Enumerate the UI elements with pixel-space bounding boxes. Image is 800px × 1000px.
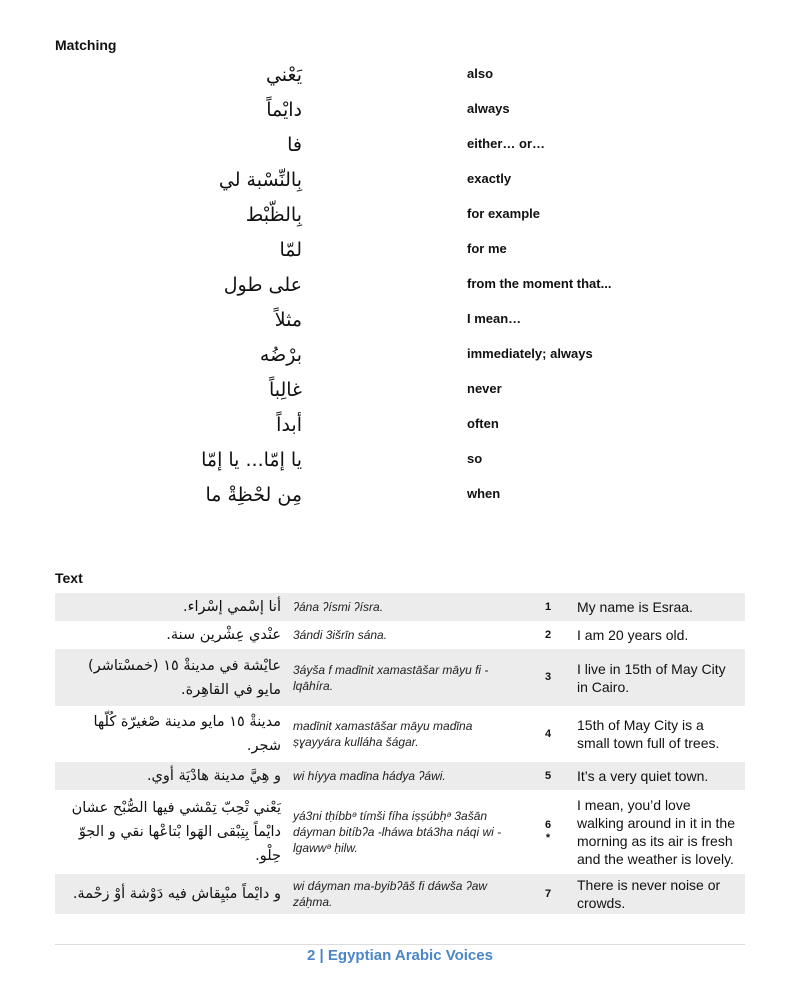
- arabic-word: مِن لحْظِةْ ما: [205, 484, 302, 506]
- table-row: [55, 649, 745, 706]
- arabic-sentence: و هِيَّ مدينة هادْيَة أوي.: [55, 762, 287, 790]
- english-word: so: [467, 451, 483, 466]
- arabic-sentence: مدينةْ ١٥ مايو مدينة صْغيرّة كُلّها شجر.: [93, 714, 281, 754]
- transliteration: yá3ni tḥíbbᵊ tímši fíha iṣṣúbḥᵊ 3ašān dáyman bitíbʔa -lháwa btá3ha náqi wi -lgawwᵊ ḥilw.: [293, 809, 502, 855]
- english-word: exactly: [467, 171, 512, 186]
- table-row: [55, 621, 745, 649]
- number-label: 7: [544, 887, 552, 900]
- arabic-word: يا إمّا... يا إمّا: [201, 449, 302, 471]
- match-row: [0, 484, 800, 519]
- arabic-word: بِالظّبْط: [245, 204, 302, 226]
- arabic-word: فا: [287, 134, 302, 156]
- match-row: [0, 239, 800, 274]
- english-translation: 15th of May City is a small town full of trees.: [577, 717, 720, 751]
- english-word: also: [467, 66, 494, 81]
- arabic-sentence: و دايْماً مبْيِقاش فيه دَوْشة أوْ زحْمة.: [55, 874, 287, 914]
- match-row: [0, 344, 800, 379]
- arabic-sentence: عايْشة في مدينةْ ١٥ (خمسْتاشر) مايو في القاهِرة.: [55, 649, 287, 706]
- text-heading: Text: [55, 570, 83, 586]
- table-row: [55, 762, 745, 790]
- arabic-word: بِالنِّسْبة لي: [218, 169, 302, 191]
- number-label: 4: [544, 727, 552, 740]
- sentence-number: [525, 593, 571, 621]
- transliteration: 3áyša f madīnit xamastāšar māyu fi -lqāhíra.: [287, 649, 525, 706]
- table-row: [55, 790, 745, 874]
- number-label: 6: [544, 819, 552, 831]
- match-row: [0, 169, 800, 204]
- arabic-word: لمّا: [279, 239, 302, 261]
- arabic-word: مثلاً: [274, 309, 302, 331]
- arabic-sentence: يَعْني تْحِبّ تِمْشي فيها الصُّبْح عشان دايْماً بِتِبْقى الهَوا بْتاعْها نقي و الجوّ حِلْو.: [71, 800, 281, 864]
- text-table: [55, 593, 745, 914]
- table-row: [55, 706, 745, 762]
- transliteration: madīnit xamastāšar māyu madīna ṣɣayyára kulláha šágar.: [293, 719, 473, 749]
- arabic-word: يَعْني: [265, 64, 302, 86]
- english-translation: I live in 15th of May City in Cairo.: [571, 649, 745, 706]
- match-row: [0, 449, 800, 484]
- english-word: either… or…: [467, 136, 546, 151]
- arabic-word: غالِباً: [268, 379, 302, 401]
- footer-divider: [55, 944, 745, 945]
- english-word: often: [467, 416, 499, 431]
- sentence-number: [525, 706, 571, 762]
- arabic-word: دايْماً: [266, 99, 302, 121]
- match-row: [0, 379, 800, 414]
- arabic-word: برْضُه: [259, 344, 302, 366]
- english-translation: I mean, you’d love walking around in it in the morning as its air is fresh and the weather is lovely.: [577, 797, 735, 867]
- english-word: never: [467, 381, 502, 396]
- matching-heading: Matching: [55, 37, 117, 53]
- number-label: 5: [544, 769, 552, 782]
- match-row: [0, 414, 800, 449]
- page-number: 2: [307, 947, 316, 964]
- number-label: 2: [544, 628, 552, 641]
- arabic-word: على طول: [223, 274, 302, 296]
- sentence-number: [525, 874, 571, 914]
- page-footer: [0, 947, 800, 964]
- match-row: [0, 99, 800, 134]
- arabic-sentence: أنا إسْمي إسْراء.: [55, 593, 287, 621]
- english-translation: My name is Esraa.: [571, 593, 745, 621]
- arabic-sentence: عنْدي عِشْرين سنة.: [166, 627, 281, 643]
- transliteration: 3ándi 3išrīn sána.: [293, 628, 388, 642]
- english-word: for example: [467, 206, 540, 221]
- english-word: from the moment that...: [467, 276, 612, 291]
- number-label: 3: [544, 671, 552, 683]
- sentence-number: [525, 762, 571, 790]
- table-row: [55, 593, 745, 621]
- sentence-number: [525, 790, 571, 874]
- english-word: when: [467, 486, 501, 501]
- sentence-number: [525, 649, 571, 706]
- english-translation: I am 20 years old.: [577, 627, 689, 643]
- english-word: I mean…: [467, 311, 522, 326]
- sentence-number: [525, 621, 571, 649]
- match-row: [0, 309, 800, 344]
- transliteration: wi dáyman ma-byibʔāš fi dáwša ʔaw záḥma.: [287, 874, 525, 914]
- english-word: immediately; always: [467, 346, 593, 361]
- english-word: for me: [467, 241, 507, 256]
- match-row: [0, 204, 800, 239]
- transliteration: wi híyya madīna hádya ʔáwi.: [287, 762, 525, 790]
- match-row: [0, 64, 800, 99]
- footnote-marker: *: [545, 832, 551, 844]
- number-label: 1: [544, 600, 552, 613]
- english-translation: It’s a very quiet town.: [571, 762, 745, 790]
- match-row: [0, 274, 800, 309]
- footer-separator: |: [319, 947, 324, 964]
- arabic-word: أبداً: [276, 414, 302, 436]
- english-word: always: [467, 101, 510, 116]
- table-row: [55, 874, 745, 914]
- english-translation: There is never noise or crowds.: [571, 874, 745, 914]
- transliteration: ʔána ʔísmi ʔísra.: [287, 593, 525, 621]
- match-row: [0, 134, 800, 169]
- book-title: Egyptian Arabic Voices: [327, 947, 493, 964]
